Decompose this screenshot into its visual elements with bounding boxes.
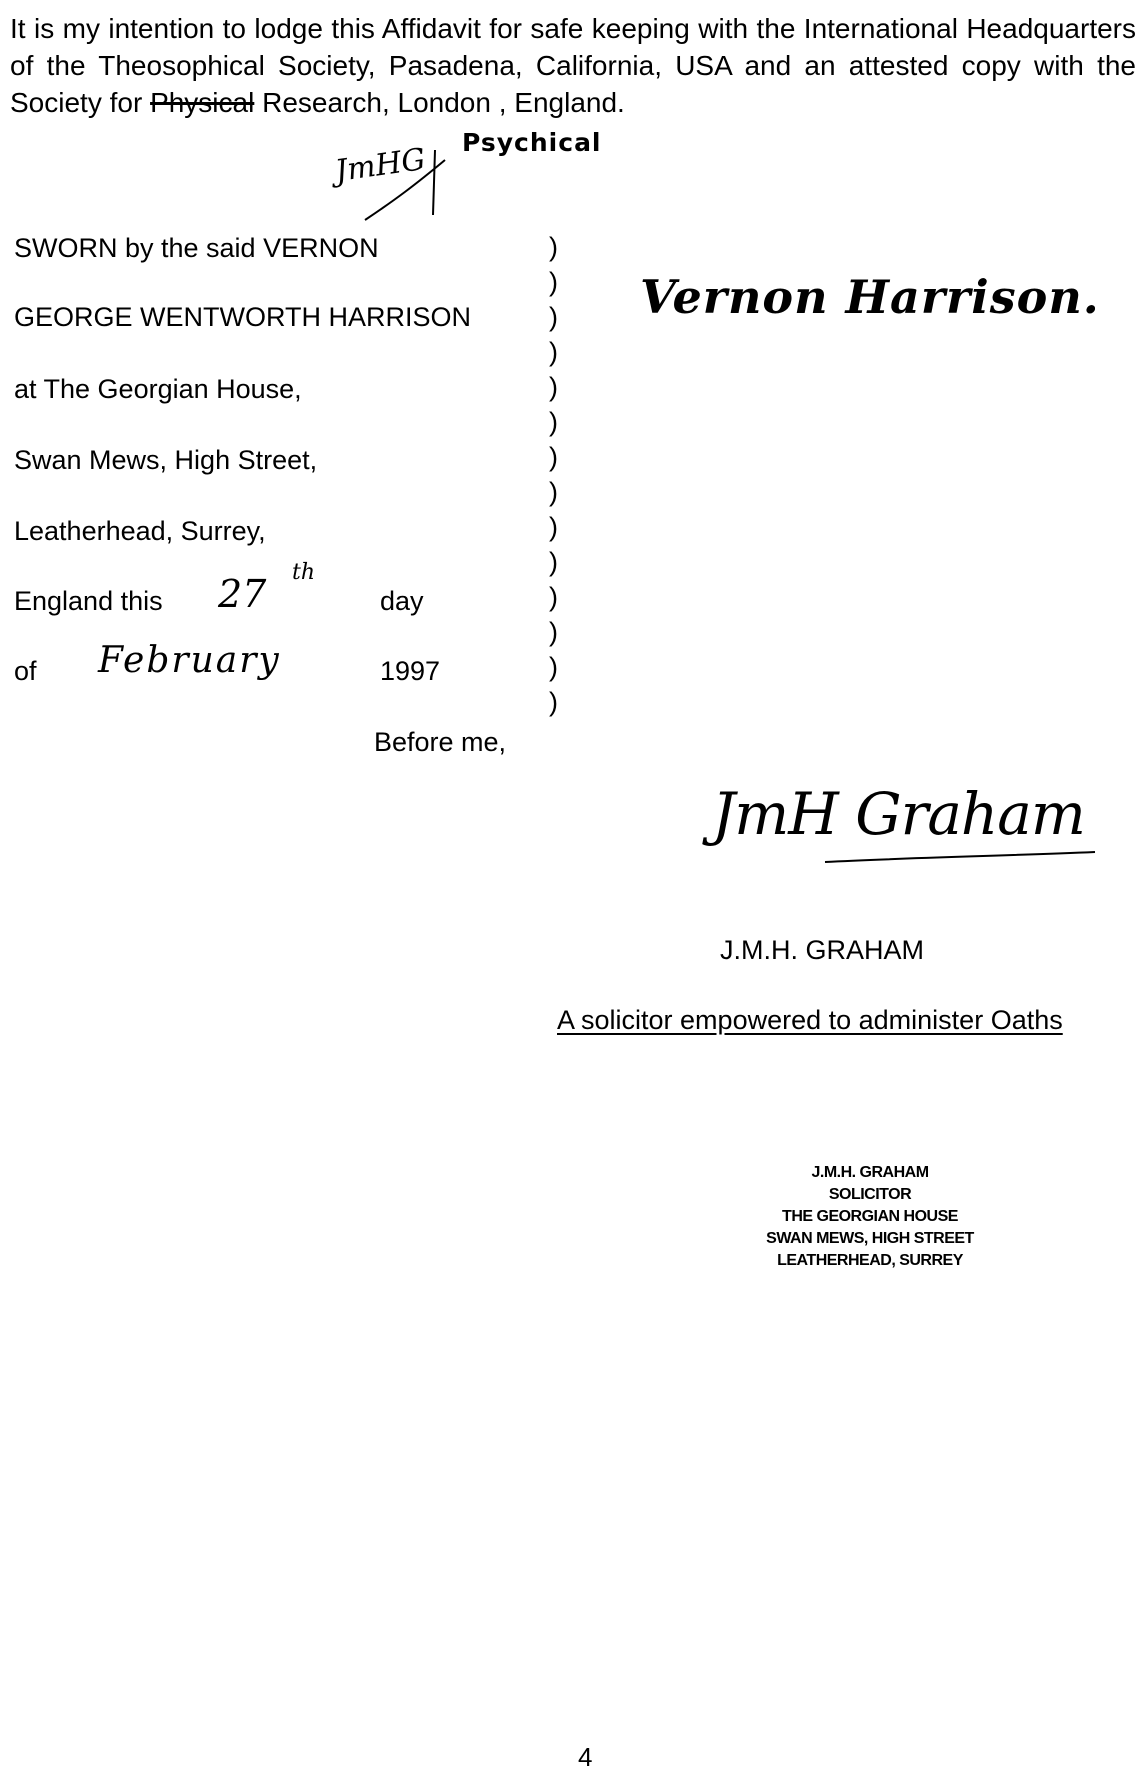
bracket-paren: ): [549, 687, 558, 717]
deponent-signature: Vernon Harrison.: [640, 270, 1100, 324]
handwritten-day-suffix: th: [292, 560, 316, 585]
jurat-line-1: SWORN by the said VERNON: [14, 233, 379, 263]
bracket-paren: ): [549, 267, 558, 297]
jurat-line-3: at The Georgian House,: [14, 374, 302, 404]
bracket-paren: ): [549, 652, 558, 682]
handwritten-day-number: 27: [218, 572, 267, 616]
bracket-paren: ): [549, 232, 558, 262]
year-value: 1997: [380, 656, 441, 686]
stamp-line: SWAN MEWS, HIGH STREET: [766, 1230, 974, 1247]
bracket-paren: ): [549, 512, 558, 542]
bracket-paren: ): [549, 477, 558, 507]
solicitor-stamp: [720, 1162, 1020, 1272]
bracket-paren: ): [549, 442, 558, 472]
england-this-label: England this: [14, 586, 163, 616]
stamp-line: SOLICITOR: [828, 1186, 912, 1203]
struck-word: Physical: [150, 87, 255, 118]
bracket-paren: ): [549, 407, 558, 437]
jurat-line-4: Swan Mews, High Street,: [14, 445, 318, 475]
signature-underline-icon: [820, 850, 1100, 870]
bracket-paren: ): [549, 302, 558, 332]
bracket-paren: ): [549, 617, 558, 647]
jurat-line-2: GEORGE WENTWORTH HARRISON: [14, 302, 472, 332]
bracket-paren: ): [549, 547, 558, 577]
jurat-line-5: Leatherhead, Surrey,: [14, 516, 266, 546]
intro-text-part2: Research, London , England.: [262, 87, 625, 118]
bracket-paren: ): [549, 582, 558, 612]
page-number: 4: [578, 1742, 593, 1772]
intro-text-part1: It is my intention to lodge this Affidavit for safe keeping with the International Headquarters of the Theosophical Society, Pasadena, California, USA and an attested copy with the Society for: [10, 13, 1136, 118]
bracket-paren: ): [549, 372, 558, 402]
intro-paragraph: [10, 10, 1136, 121]
stamp-line: LEATHERHEAD, SURREY: [777, 1252, 963, 1269]
correction-word: Psychical: [462, 128, 602, 157]
stamp-line: J.M.H. GRAHAM: [811, 1164, 929, 1181]
correction-initials: JmHG: [333, 141, 428, 190]
handwritten-month: February: [98, 640, 281, 681]
stamp-line: THE GEORGIAN HOUSE: [782, 1208, 958, 1225]
day-label: day: [380, 586, 424, 616]
solicitor-role: A solicitor empowered to administer Oaths: [557, 1005, 1063, 1035]
initials-stroke-icon: [355, 140, 465, 230]
solicitor-name: J.M.H. GRAHAM: [720, 935, 925, 965]
jurat-bracket: [549, 230, 558, 720]
bracket-paren: ): [549, 337, 558, 367]
solicitor-signature: JmH Graham: [712, 780, 1085, 848]
before-me-label: Before me,: [374, 727, 507, 757]
of-label: of: [14, 656, 37, 686]
